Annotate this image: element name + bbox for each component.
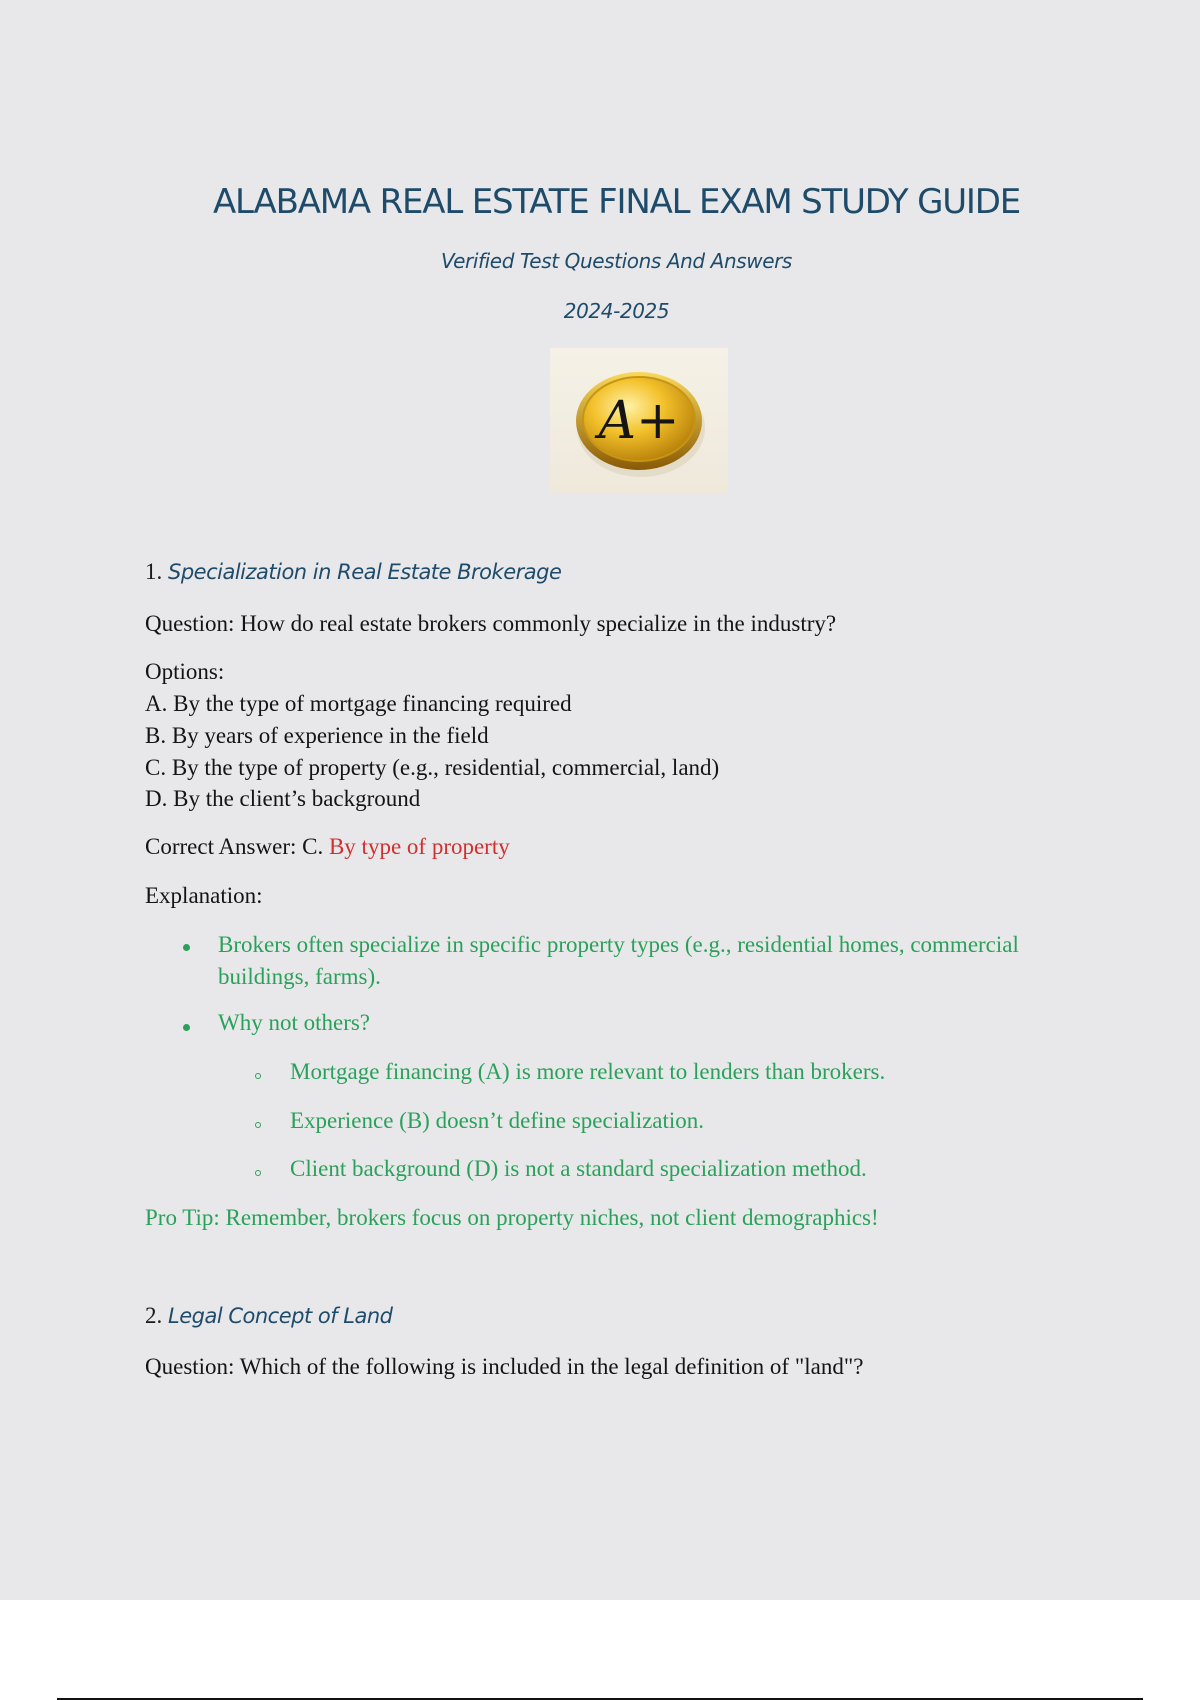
question-2-title: Legal Concept of Land [168, 1304, 393, 1328]
question-1-number: 1. [145, 559, 163, 584]
option-b: B. By years of experience in the field [145, 723, 489, 748]
sub-bullet-2: Experience (B) doesn’t define specialization. [290, 1108, 705, 1133]
correct-answer-value: By type of property [328, 834, 510, 859]
question-1-text: Question: How do real estate brokers commonly specialize in the industry? [145, 611, 837, 636]
sub-bullet-3: Client background (D) is not a standard specialization method. [290, 1156, 867, 1181]
correct-answer [145, 834, 510, 860]
question-1-heading [145, 559, 561, 585]
document-year: 2024-2025 [563, 299, 670, 323]
badge-grade-text: A+ [598, 391, 680, 451]
explanation-bullet-1: Brokers often specialize in specific property types (e.g., residential homes, commercial buildings, farms). [218, 932, 1019, 989]
option-c: C. By the type of property (e.g., residential, commercial, land) [145, 755, 720, 780]
question-2-text: Question: Which of the following is included in the legal definition of "land"? [145, 1354, 864, 1379]
explanation-bullet-2: Why not others? [218, 1010, 371, 1035]
document-title: ALABAMA REAL ESTATE FINAL EXAM STUDY GUIDE [212, 182, 1021, 222]
question-2-heading [145, 1303, 392, 1329]
explanation-label: Explanation: [145, 883, 263, 908]
options-label: Options: [145, 659, 225, 684]
question-2-number: 2. [145, 1303, 163, 1328]
option-a: A. By the type of mortgage financing required [145, 691, 572, 716]
pro-tip: Pro Tip: Remember, brokers focus on property niches, not client demographics! [145, 1205, 879, 1230]
correct-answer-label: Correct Answer: C. [145, 834, 324, 859]
sub-bullet-1: Mortgage financing (A) is more relevant to lenders than brokers. [290, 1059, 886, 1084]
question-1-title: Specialization in Real Estate Brokerage [168, 560, 562, 584]
sub-bullet-circle-icon [255, 1122, 261, 1128]
bullet-dot-icon [183, 944, 190, 951]
bullet-dot-icon [183, 1024, 190, 1031]
option-d: D. By the client’s background [145, 786, 421, 811]
document-subtitle: Verified Test Questions And Answers [441, 249, 792, 273]
a-plus-badge-image [550, 348, 728, 493]
sub-bullet-circle-icon [255, 1073, 261, 1079]
sub-bullet-circle-icon [255, 1170, 261, 1176]
